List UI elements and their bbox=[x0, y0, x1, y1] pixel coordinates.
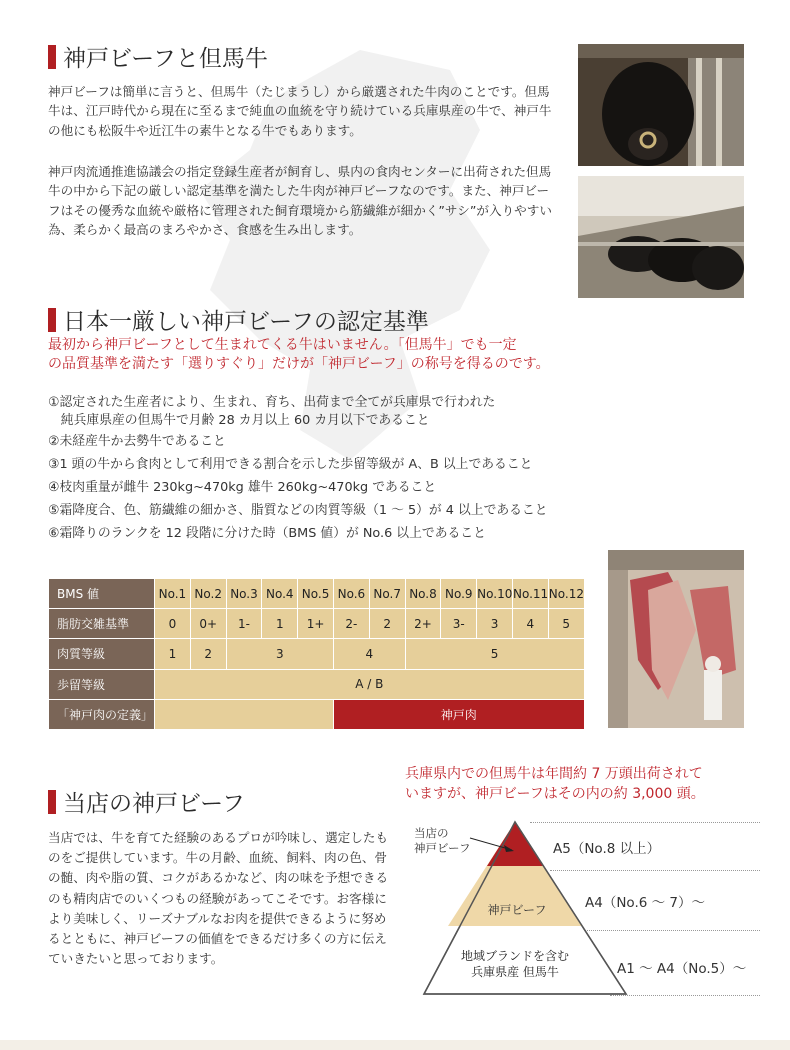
grade-cell: 4 bbox=[333, 639, 405, 669]
fat-cell: 3- bbox=[441, 609, 477, 639]
grade-cell: 3 bbox=[226, 639, 333, 669]
pyramid-note-line-2: いますが、神戸ビーフはその内の約 3,000 頭。 bbox=[405, 786, 705, 802]
bms-table bbox=[48, 578, 585, 730]
criteria-item: ②未経産牛か去勢牛であること bbox=[48, 434, 226, 449]
section3-paragraph: 当店では、牛を育てた経験のあるプロが吟味し、選定したものをご提供しています。牛の月齢、血統、飼料、肉の色、骨の髄、肉や脂の質、コクがあるかなど、肉の味を予想できるのも精肉店でのいくつもの経験があってこそです。お客様により美味しく、リーズナブルなお肉を提供できるように努めるとともに、神戸ビーフの価値をできるだけ多くの方に伝えていきたいと思っております。 bbox=[48, 830, 389, 967]
bms-cell: No.3 bbox=[226, 579, 262, 609]
fat-cell: 3 bbox=[477, 609, 513, 639]
row-label-kobe: 「神戸肉の定義」 bbox=[49, 699, 155, 729]
footer-band bbox=[0, 1040, 790, 1050]
section3-title: 当店の神戸ビーフ bbox=[63, 791, 245, 817]
table-row-kobe bbox=[49, 699, 585, 729]
base-label-line-1: 地域ブランドを含む bbox=[460, 949, 569, 963]
table-row-yield bbox=[49, 669, 585, 699]
bms-cell: No.8 bbox=[405, 579, 441, 609]
bms-cell: No.1 bbox=[155, 579, 191, 609]
criteria-item: ③1 頭の牛から食肉として利用できる割合を示した歩留等級が A、B 以上であること bbox=[48, 457, 533, 472]
criteria-list bbox=[48, 394, 608, 545]
bms-cell: No.4 bbox=[262, 579, 298, 609]
grade-a5-label: A5（No.8 以上） bbox=[553, 841, 661, 857]
section2-lead-line-1: 最初から神戸ビーフとして生まれてくる牛はいません。「但馬牛」でも一定 bbox=[48, 337, 517, 353]
fat-cell: 0+ bbox=[190, 609, 226, 639]
carcass-photo bbox=[608, 550, 744, 728]
bms-cell: No.6 bbox=[333, 579, 369, 609]
bms-cell: No.9 bbox=[441, 579, 477, 609]
pyramid-note-line-1: 兵庫県内での但馬牛は年間約 7 万頭出荷されて bbox=[405, 766, 703, 782]
criteria-item: ⑤霜降度合、色、筋繊維の細かさ、脂質などの肉質等級（1 ～ 5）が 4 以上であること bbox=[48, 503, 548, 518]
fat-cell: 1- bbox=[226, 609, 262, 639]
section1-heading bbox=[48, 40, 268, 73]
grade-cell: 1 bbox=[155, 639, 191, 669]
bms-cell: No.2 bbox=[190, 579, 226, 609]
criteria-item: ⑥霜降りのランクを 12 段階に分けた時（BMS 値）が No.6 以上であること bbox=[48, 526, 486, 541]
kobe-empty-cell bbox=[155, 699, 334, 729]
heading-bar bbox=[48, 308, 56, 332]
section2-title: 日本一厳しい神戸ビーフの認定基準 bbox=[63, 309, 429, 335]
yield-cell: A / B bbox=[155, 669, 585, 699]
criteria-item: ①認定された生産者により、生まれ、育ち、出荷まで全てが兵庫県で行われた bbox=[48, 395, 496, 410]
fat-cell: 1+ bbox=[298, 609, 334, 639]
grade-cell: 5 bbox=[405, 639, 584, 669]
section2-heading bbox=[48, 303, 429, 336]
section3-heading bbox=[48, 785, 245, 818]
heading-bar bbox=[48, 45, 56, 69]
pyramid-base-label bbox=[455, 948, 575, 980]
pyramid-mid-label: 神戸ビーフ bbox=[487, 903, 547, 917]
row-label-bms: BMS 値 bbox=[49, 579, 155, 609]
criteria-item: 純兵庫県産の但馬牛で月齢 28 カ月以上 60 カ月以下であること bbox=[48, 413, 430, 428]
grade-a4-label: A4（No.6 ～ 7）～ bbox=[585, 895, 705, 911]
section2-lead-line-2: の品質基準を満たす「選りすぐり」だけが「神戸ビーフ」の称号を得るのです。 bbox=[48, 356, 550, 372]
table-row-grade bbox=[49, 639, 585, 669]
shop-kobe-label bbox=[414, 826, 470, 856]
kobe-cell: 神戸肉 bbox=[333, 699, 584, 729]
fat-cell: 4 bbox=[512, 609, 548, 639]
fat-cell: 2+ bbox=[405, 609, 441, 639]
row-label-yield: 歩留等級 bbox=[49, 669, 155, 699]
fat-cell: 2- bbox=[333, 609, 369, 639]
table-row-bms bbox=[49, 579, 585, 609]
table-row-fat bbox=[49, 609, 585, 639]
section1-paragraph-1: 神戸ビーフは簡単に言うと、但馬牛（たじまうし）から厳選された牛肉のことです。但馬牛は、江戸時代から現在に至るまで純血の血統を守り続けている兵庫県産の牛で、神戸牛の他にも松阪牛や近江牛の素牛となる牛でもあります。 bbox=[48, 84, 552, 138]
pyramid-note bbox=[405, 764, 765, 804]
row-label-grade: 肉質等級 bbox=[49, 639, 155, 669]
bms-cell: No.12 bbox=[548, 579, 584, 609]
base-label-line-2: 兵庫県産 但馬牛 bbox=[471, 965, 559, 979]
section1-title: 神戸ビーフと但馬牛 bbox=[63, 46, 268, 72]
criteria-item: ④枝肉重量が雌牛 230kg~470kg 雄牛 260kg~470kg であること bbox=[48, 480, 437, 495]
heading-bar bbox=[48, 790, 56, 814]
grade-a1-label: A1 ～ A4（No.5）～ bbox=[617, 961, 747, 977]
bms-cell: No.11 bbox=[512, 579, 548, 609]
guide-line bbox=[610, 995, 760, 996]
grade-cell: 2 bbox=[190, 639, 226, 669]
bms-cell: No.7 bbox=[369, 579, 405, 609]
fat-cell: 5 bbox=[548, 609, 584, 639]
row-label-fat: 脂肪交雑基準 bbox=[49, 609, 155, 639]
shop-label-line-2: 神戸ビーフ bbox=[414, 841, 471, 855]
section2-lead bbox=[48, 336, 608, 374]
fat-cell: 0 bbox=[155, 609, 191, 639]
shop-label-line-1: 当店の bbox=[414, 826, 449, 840]
bms-cell: No.5 bbox=[298, 579, 334, 609]
cattle-barn-photo bbox=[578, 176, 744, 298]
fat-cell: 1 bbox=[262, 609, 298, 639]
section1-paragraph-2: 神戸肉流通推進協議会の指定登録生産者が飼育し、県内の食肉センターに出荷された但馬牛の中から下記の厳しい認定基準を満たした牛肉が神戸ビーフなのです。また、神戸ビーフはその優秀な血統や厳格に管理された飼育環境から筋繊維が細かく”サシ”が入りやすい為、柔らかく最高のまろやかさ、食感を生み出します。 bbox=[48, 164, 552, 237]
fat-cell: 2 bbox=[369, 609, 405, 639]
bms-cell: No.10 bbox=[477, 579, 513, 609]
cow-closeup-photo bbox=[578, 44, 744, 166]
